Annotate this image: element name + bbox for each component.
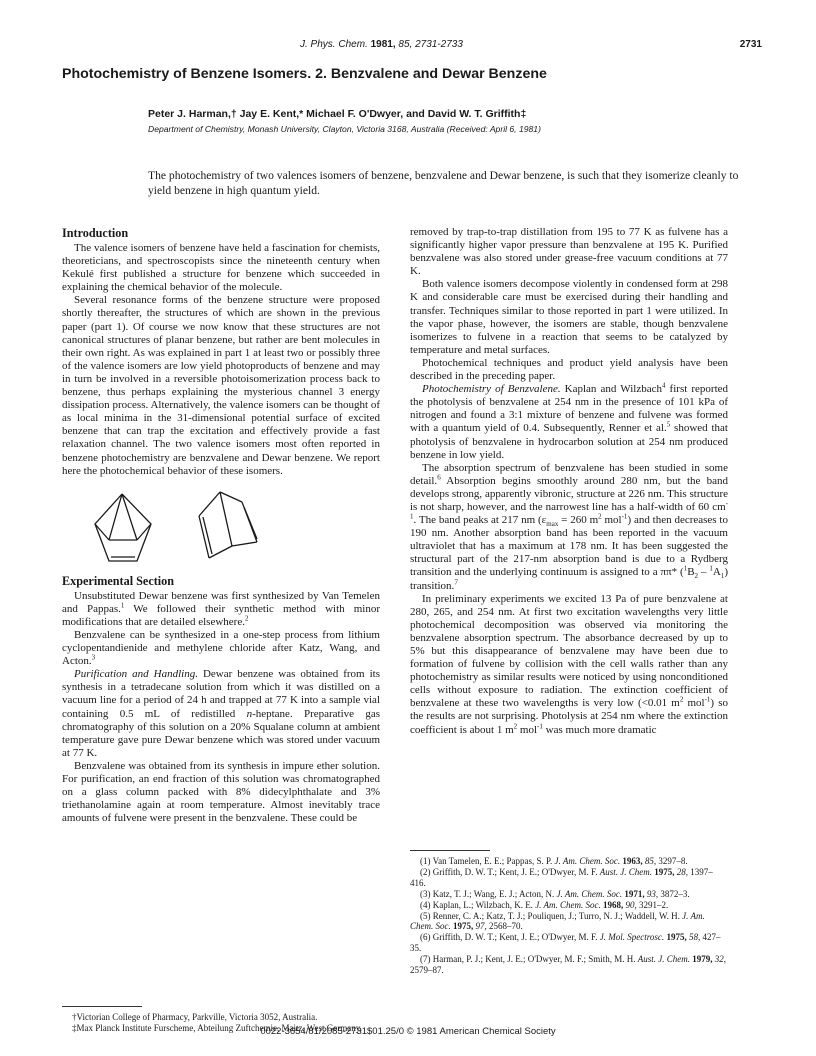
isomer-structures-figure — [62, 486, 380, 568]
reference-year: 1979, — [690, 954, 713, 965]
right-paragraph-6: In preliminary experiments we excited 13 Pa of pure benzvalene at 280, 265, and 254 nm. At first two excitation wavelengths very little photochemical decomposition was observed via monitoring the benzvalene absorption spectrum. The absorbance decreased by up to 5% but this disappearance of benzvalene may have been due to formation of fulvene by collision with the cell walls rather than any photochemistry as similar results were noticed by using nonconditioned cells without exposure to radiation. The extinction coefficient of benzvalene at these two wavelengths is very low (<0.01 $m^2$ mol$^{-1}$) so the results are not surprising. Photolysis at 254 nm where the extinction coefficient is about 1 $m^2$ mol$^{-1}$ was much more dramatic — [410, 592, 729, 736]
exp-paragraph-3: Purification and Handling. Dewar benzene was obtained from its synthesis in a tetradecane solution from which it was distilled on a vacuum line for a period of 24 h and trapped at 77 K into a sample vial containing 0.5 mL of redistilled n-heptane. Preparative gas chromatography of this solution on a 20% Squalane column at ambient temperature gave pure Dewar benzene which was stored under vacuum at 77 K. — [62, 668, 380, 759]
article-title: Photochemistry of Benzene Isomers. 2. Benzvalene and Dewar Benzene — [62, 66, 547, 82]
reference-year: 1968, — [600, 899, 624, 910]
reference-item — [410, 932, 728, 954]
right-paragraph-5: The absorption spectrum of benzvalene has been studied in some detail.$^6$ Absorption begins smoothly around 280 nm, but the band develops strong, apparently vibronic, structure at 226 nm. This structure is not sharp, however, and the narrowest line has a half-width of 60 $cm^{-1}$. The band peaks at 217 nm ($\varepsilon_{max} = 260$ $m^2$ mol$^{-1}$) and then decreases to 190 nm. Another absorption band has been reported in the vacuum ultraviolet that has a maximum at 178 nm. It has been suggested the structural part of the 217-nm absorption band is due to a Rydberg transition and the underlying continuum is assigned to a ππ* $(^1B_2 - ^1A_1)$ transition.$^7$ — [410, 461, 729, 592]
references — [410, 850, 728, 976]
reference-journal: J. Am. Chem. Soc. — [556, 888, 623, 899]
abstract: The photochemistry of two valences isomers of benzene, benzvalene and Dewar benzene, is such that they isomerize cleanly to yield benzene in high quantum yield. — [148, 169, 739, 197]
reference-volume: 58, — [686, 932, 701, 943]
reference-year: 1975, — [652, 866, 675, 877]
reference-list — [410, 856, 728, 976]
reference-volume: 28, — [674, 866, 689, 877]
reference-year: 1963, — [620, 856, 643, 866]
reference-volume: 85, — [642, 856, 657, 866]
reference-pages: 2568–70. — [486, 921, 523, 932]
reference-volume: 90, — [623, 899, 637, 910]
benzvalene-structure-icon — [95, 494, 151, 561]
references-rule — [410, 850, 490, 851]
right-paragraph-3: Photochemical techniques and product yield analysis have been described in the preceding paper. — [410, 356, 728, 383]
exp-paragraph-4: Benzvalene was obtained from its synthesis in impure ether solution. For purification, an end fraction of this solution was chromatographed on a glass column packed with 8% didecylphthalate and 3% triethanolamine again at room temperature. Almost inevitably trace amounts of fulvene were present in the benzvalene. These could be — [62, 759, 380, 825]
intro-paragraph-2: Several resonance forms of the benzene structure were proposed shortly thereafter, the structures of which are shown in the previous paper (part 1). Of course we now know that these structures are not canonical structures of planar benzene, but rather are bent molecules in their own right. As was explained in part 1 at least two or possibly three of the valence isomers are low yield photoproducts of benzene and may in turn be involved in a reversible photoisomerization process back to benzene, thus perhaps explaining the mysterious channel 3 energy dissipation process. Alternatively, the valence isomers can be thought of as local minima in the 31-dimensional potential surface of excited benzene that can trap the excitation and effectively provide a fast relaxation channel. The two valence isomers most often reported in benzene photochemistry are benzvalene and Dewar benzene. We report here the photochemical behavior of these isomers. — [62, 294, 380, 477]
reference-item — [410, 954, 728, 976]
reference-pages: 2579–87. — [410, 965, 444, 976]
running-head — [62, 39, 762, 53]
reference-authors: (6) Griffith, D. W. T.; Kent, J. E.; O'Dwyer, M. F. — [420, 932, 600, 943]
reference-authors: (2) Griffith, D. W. T.; Kent, J. E.; O'Dwyer, M. F. — [420, 866, 600, 877]
footnote-1: †Victorian College of Pharmacy, Parkville, Victoria 3052, Australia. — [72, 1012, 318, 1022]
reference-year: 1971, — [622, 888, 645, 899]
reference-pages: 1397–416. — [410, 866, 713, 888]
footnote-rule — [62, 1006, 142, 1007]
reference-journal: Aust. J. Chem. — [599, 866, 653, 877]
reference-volume: 97, — [473, 921, 487, 932]
reference-volume: 32, — [712, 954, 727, 965]
reference-pages: 3291–2. — [636, 899, 669, 910]
right-paragraph-2: Both valence isomers decompose violently in condensed form at 298 K and considerable care must be exercised during their handling and transfer. Techniques similar to those reported in part 1 were utilized. In the vapor phase, however, the isomers are stable, though benzvalene isomerizes to fulvene in a reaction that seems to be catalyzed by temperature and metal surfaces. — [410, 278, 728, 356]
reference-journal: J. Am. Chem. Soc. — [554, 856, 621, 866]
reference-item — [410, 867, 728, 889]
reference-year: 1975, — [664, 932, 687, 943]
reference-authors: (5) Renner, C. A.; Katz, T. J.; Pouliquen, J.; Turro, N. J.; Waddell, W. H. — [420, 910, 683, 921]
intro-paragraph-1: The valence isomers of benzene have held a fascination for chemists, theoreticians, and spectroscopists since the nineteenth century when Kekulé first published a structure for benzene which succeeded in explaining the chemical behavior of the molecule. — [62, 242, 380, 294]
reference-authors: (3) Katz, T. J.; Wang, E. J.; Acton, N. — [420, 888, 557, 899]
reference-authors: (1) Van Tamelen, E. E.; Pappas, S. P. — [420, 856, 555, 866]
introduction-heading: Introduction — [62, 226, 129, 240]
right-paragraph-1: removed by trap-to-trap distillation from 195 to 77 K as fulvene has a significantly higher vapor pressure than benzvalene at 195 K. Purified benzvalene was also stored under grease-free vacuum conditions at 77 K. — [410, 226, 728, 278]
left-column — [62, 226, 380, 825]
exp-paragraph-2: Benzvalene can be synthesized in a one-step process from lithium cyclopentandienide and methylene chloride after Katz, Wang, and Acton.$^3$ — [62, 628, 380, 668]
reference-item — [410, 856, 728, 867]
reference-pages: 3872–3. — [658, 888, 690, 899]
reference-authors: (7) Harman, P. J.; Kent, J. E.; O'Dwyer, M. F.; Smith, M. H. — [420, 954, 638, 965]
right-column — [410, 226, 728, 737]
reference-item — [410, 911, 728, 933]
reference-volume: 93, — [644, 888, 659, 899]
reference-pages: 427–35. — [410, 932, 721, 954]
exp-paragraph-1: Unsubstituted Dewar benzene was first synthesized by Van Temelen and Pappas.$^1$ We followed their synthetic method with minor modifications that are detailed elsewhere.$^2$ — [62, 589, 381, 628]
reference-journal: J. Am. Chem. Soc. — [410, 910, 705, 932]
reference-item — [410, 889, 728, 900]
author-list: Peter J. Harman,† Jay E. Kent,* Michael F. O'Dwyer, and David W. T. Griffith‡ — [148, 108, 527, 120]
experimental-heading: Experimental Section — [62, 573, 175, 588]
isomer-structures-svg — [62, 486, 380, 568]
reference-item — [410, 900, 728, 911]
reference-journal: Aust. J. Chem. — [637, 954, 691, 965]
reference-pages: 3297–8. — [656, 856, 688, 866]
dewar-benzene-structure-icon — [199, 492, 257, 558]
affiliation: Department of Chemistry, Monash University, Clayton, Victoria 3168, Australia (Received: April 6, 1981) — [148, 124, 541, 134]
reference-authors: (4) Kaplan, L.; Wilzbach, K. E. — [420, 899, 536, 910]
reference-journal: J. Am. Chem. Soc. — [535, 899, 601, 910]
page-number: 2731 — [739, 39, 762, 50]
journal-citation: J. Phys. Chem. 1981, 85, 2731-2733 — [300, 39, 463, 50]
reference-journal: J. Mol. Spectrosc. — [599, 932, 665, 943]
footnote-2: ‡Max Planck Institute Furscheme, Abteilung Zuftchemie, Maitz, West Germany. — [72, 1023, 362, 1033]
right-paragraph-4: Photochemistry of Benzvalene. Kaplan and Wilzbach$^4$ first reported the photolysis of benzvalene at 254 nm in the presence of 101 kPa of nitrogen and found a 3:1 mixture of benzene and fulvene was formed with a quantum yield of 0.4. Subsequently, Renner et al.$^5$ showed that photolysis of benzvalene in hydrocarbon solution at 254 nm produced benzene in low yield. — [410, 381, 729, 461]
copyright-line: 0022-3654/81/2085-2731$01.25/0 © 1981 American Chemical Society — [260, 1026, 556, 1037]
reference-year: 1975, — [450, 921, 474, 932]
